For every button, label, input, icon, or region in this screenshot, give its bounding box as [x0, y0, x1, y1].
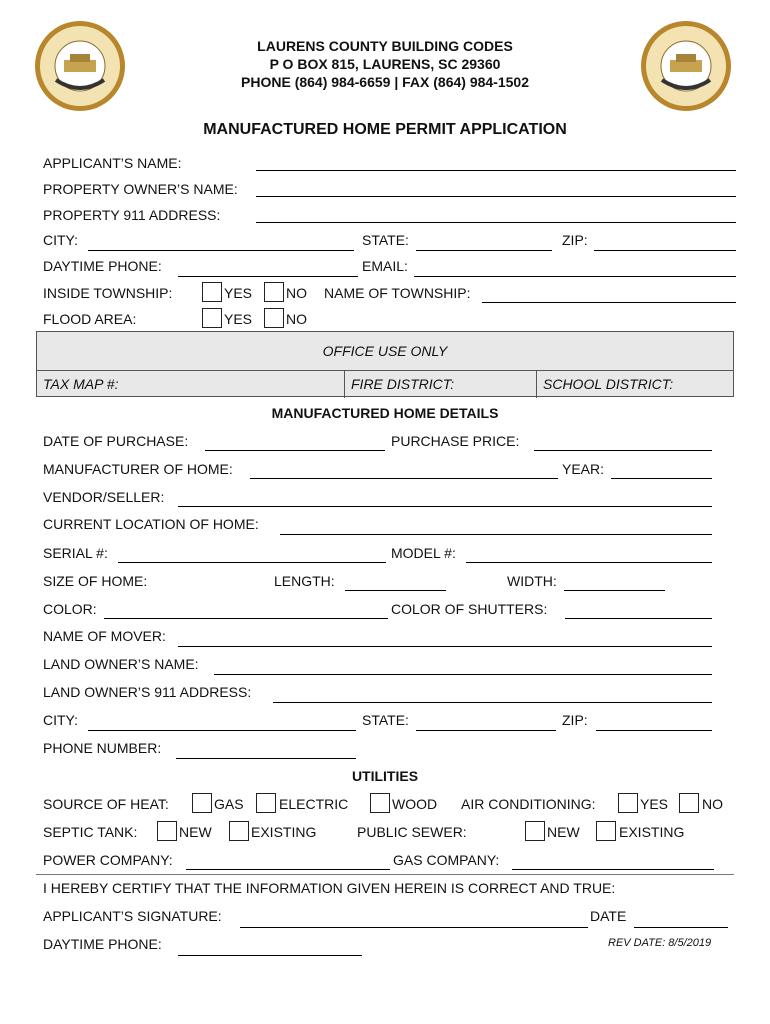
size-of-home-label: SIZE OF HOME:: [43, 573, 148, 589]
length-label: LENGTH:: [274, 573, 335, 589]
mover-label: NAME OF MOVER:: [43, 628, 166, 644]
certify-divider: [36, 874, 734, 875]
certify-statement: I HEREBY CERTIFY THAT THE INFORMATION GIVEN HEREIN IS CORRECT AND TRUE:: [43, 880, 616, 896]
manufacturer-field[interactable]: [250, 478, 558, 479]
power-company-field[interactable]: [186, 869, 390, 870]
zip-label: ZIP:: [562, 232, 588, 248]
septic-existing-checkbox[interactable]: [229, 821, 249, 841]
certify-phone-label: DAYTIME PHONE:: [43, 936, 162, 952]
model-field[interactable]: [466, 562, 712, 563]
current-location-label: CURRENT LOCATION OF HOME:: [43, 516, 259, 532]
township-no-label: NO: [286, 285, 307, 301]
land-address-label: LAND OWNER’S 911 ADDRESS:: [43, 684, 252, 700]
state-field[interactable]: [416, 250, 552, 251]
public-sewer-label: PUBLIC SEWER:: [357, 824, 467, 840]
sewer-new-label: NEW: [547, 824, 580, 840]
year-field[interactable]: [611, 478, 712, 479]
sewer-existing-checkbox[interactable]: [596, 821, 616, 841]
flood-yes-checkbox[interactable]: [202, 308, 222, 328]
purchase-price-label: PURCHASE PRICE:: [391, 433, 520, 449]
flood-yes-label: YES: [224, 311, 253, 327]
serial-label: SERIAL #:: [43, 545, 108, 561]
manufacturer-label: MANUFACTURER OF HOME:: [43, 461, 233, 477]
heat-electric-checkbox[interactable]: [256, 793, 276, 813]
land-zip-field[interactable]: [596, 730, 712, 731]
office-use-heading: OFFICE USE ONLY: [322, 343, 448, 359]
mover-field[interactable]: [178, 646, 712, 647]
land-city-field[interactable]: [88, 730, 356, 731]
header-line-1: LAURENS COUNTY BUILDING CODES: [257, 38, 513, 54]
heat-wood-label: WOOD: [392, 796, 438, 812]
daytime-phone-label: DAYTIME PHONE:: [43, 258, 162, 274]
ac-no-label: NO: [702, 796, 723, 812]
township-yes-checkbox[interactable]: [202, 282, 222, 302]
date-label: DATE: [590, 908, 627, 924]
owner-name-field[interactable]: [256, 196, 736, 197]
heat-gas-checkbox[interactable]: [192, 793, 212, 813]
heat-electric-label: ELECTRIC: [279, 796, 349, 812]
shutters-label: COLOR OF SHUTTERS:: [391, 601, 548, 617]
flood-no-checkbox[interactable]: [264, 308, 284, 328]
septic-new-label: NEW: [179, 824, 212, 840]
email-label: EMAIL:: [362, 258, 408, 274]
width-label: WIDTH:: [507, 573, 557, 589]
width-field[interactable]: [564, 590, 665, 591]
city-field[interactable]: [88, 250, 354, 251]
septic-tank-label: SEPTIC TANK:: [43, 824, 138, 840]
vendor-label: VENDOR/SELLER:: [43, 489, 165, 505]
heat-wood-checkbox[interactable]: [370, 793, 390, 813]
septic-existing-label: EXISTING: [251, 824, 317, 840]
fire-district-cell: FIRE DISTRICT:: [345, 371, 537, 398]
school-district-cell: SCHOOL DISTRICT:: [543, 376, 674, 392]
length-field[interactable]: [345, 590, 446, 591]
gas-company-label: GAS COMPANY:: [393, 852, 500, 868]
township-name-field[interactable]: [482, 302, 736, 303]
heat-gas-label: GAS: [214, 796, 244, 812]
land-address-field[interactable]: [273, 702, 712, 703]
city-label: CITY:: [43, 232, 79, 248]
signature-label: APPLICANT’S SIGNATURE:: [43, 908, 222, 924]
office-use-box: [36, 331, 734, 397]
header-line-3: PHONE (864) 984-6659 | FAX (864) 984-1502: [241, 74, 529, 90]
date-field[interactable]: [634, 927, 728, 928]
shutters-field[interactable]: [565, 618, 712, 619]
year-label: YEAR:: [562, 461, 605, 477]
email-field[interactable]: [414, 276, 736, 277]
owner-name-label: PROPERTY OWNER’S NAME:: [43, 181, 238, 197]
flood-no-label: NO: [286, 311, 307, 327]
land-zip-label: ZIP:: [562, 712, 588, 728]
ac-yes-label: YES: [640, 796, 669, 812]
purchase-price-field[interactable]: [534, 450, 712, 451]
applicant-name-label: APPLICANT’S NAME:: [43, 155, 182, 171]
phone-number-label: PHONE NUMBER:: [43, 740, 162, 756]
applicant-name-field[interactable]: [256, 170, 736, 171]
ac-yes-checkbox[interactable]: [618, 793, 638, 813]
sewer-new-checkbox[interactable]: [525, 821, 545, 841]
header-line-2: P O BOX 815, LAURENS, SC 29360: [269, 56, 501, 72]
land-owner-field[interactable]: [214, 674, 712, 675]
land-owner-label: LAND OWNER’S NAME:: [43, 656, 199, 672]
air-conditioning-label: AIR CONDITIONING:: [461, 796, 596, 812]
date-of-purchase-field[interactable]: [205, 450, 385, 451]
page-title: MANUFACTURED HOME PERMIT APPLICATION: [203, 121, 567, 138]
revision-date: REV DATE: 8/5/2019: [608, 937, 712, 949]
ac-no-checkbox[interactable]: [679, 793, 699, 813]
color-label: COLOR:: [43, 601, 97, 617]
certify-phone-field[interactable]: [178, 955, 362, 956]
land-state-field[interactable]: [416, 730, 556, 731]
date-of-purchase-label: DATE OF PURCHASE:: [43, 433, 189, 449]
phone-number-field[interactable]: [176, 758, 356, 759]
details-heading: MANUFACTURED HOME DETAILS: [271, 405, 499, 421]
gas-company-field[interactable]: [512, 869, 714, 870]
septic-new-checkbox[interactable]: [157, 821, 177, 841]
township-yes-label: YES: [224, 285, 253, 301]
township-no-checkbox[interactable]: [264, 282, 284, 302]
daytime-phone-field[interactable]: [178, 276, 358, 277]
land-city-label: CITY:: [43, 712, 79, 728]
signature-field[interactable]: [240, 927, 588, 928]
tax-map-cell: TAX MAP #:: [37, 371, 345, 398]
land-state-label: STATE:: [362, 712, 409, 728]
vendor-field[interactable]: [178, 506, 712, 507]
color-field[interactable]: [104, 618, 388, 619]
property-address-field[interactable]: [256, 222, 736, 223]
source-of-heat-label: SOURCE OF HEAT:: [43, 796, 169, 812]
utilities-heading: UTILITIES: [351, 768, 419, 784]
power-company-label: POWER COMPANY:: [43, 852, 173, 868]
model-label: MODEL #:: [391, 545, 456, 561]
township-name-label: NAME OF TOWNSHIP:: [324, 285, 471, 301]
flood-area-label: FLOOD AREA:: [43, 311, 137, 327]
zip-field[interactable]: [594, 250, 736, 251]
state-label: STATE:: [362, 232, 409, 248]
property-address-label: PROPERTY 911 ADDRESS:: [43, 207, 221, 223]
current-location-field[interactable]: [280, 534, 712, 535]
serial-field[interactable]: [118, 562, 386, 563]
sewer-existing-label: EXISTING: [619, 824, 685, 840]
inside-township-label: INSIDE TOWNSHIP:: [43, 285, 173, 301]
